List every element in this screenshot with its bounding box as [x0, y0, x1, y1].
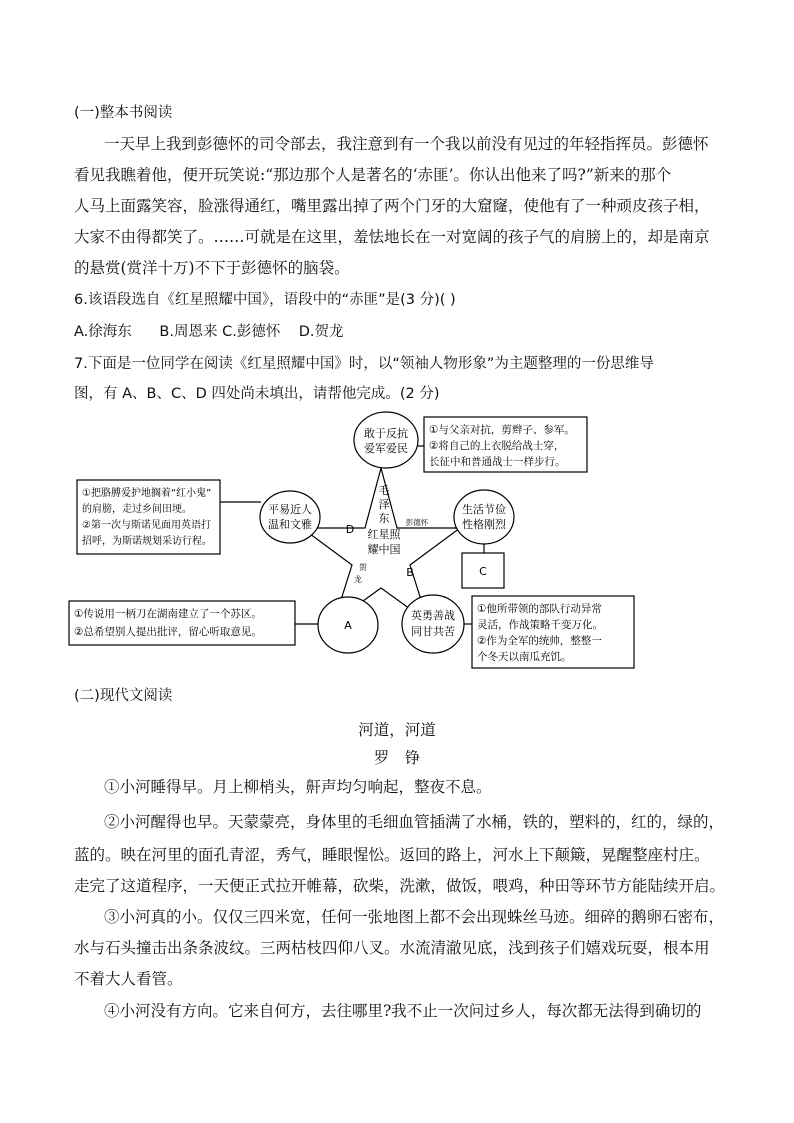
essay-title: 河道，河道: [358, 721, 436, 739]
top-evidence-line-1: ①与父亲对抗，剪辫子、参军。: [429, 424, 575, 436]
bottom-left-evidence-line-1: ①传说用一柄刀在湖南建立了一个苏区。: [74, 608, 262, 620]
left-evidence-line-2: 的肩膀，走过乡间田埂。: [82, 504, 192, 515]
left-evidence-line-4: 招呼，为斯诺规划采访行程。: [82, 536, 212, 547]
center-title-line-2: 耀中国: [367, 543, 401, 556]
right-trait-circle: [454, 490, 514, 544]
bottom-right-evidence-line-1: ①他所带领的部队行动异常: [477, 603, 602, 615]
center-char-2: 泽: [378, 498, 390, 511]
question-7-line-2: 图，有 A、B、C、D 四处尚未填出，请帮他完成。(2 分): [74, 386, 440, 402]
question-6-stem: 6.该语段选自《红星照耀中国》，语段中的“赤匪”是(3 分)( ): [74, 292, 456, 308]
star-label-he-2: 龙: [354, 575, 362, 584]
passage1-line-3: 人马上面露笑容，脸涨得通红，嘴里露出掉了两个门牙的大窟窿，使他有了一种顽皮孩子相，: [74, 197, 710, 215]
essay-line-7: 不着大人看管。: [74, 970, 183, 988]
top-evidence-line-2: ②将自己的上衣脱给战士穿，: [429, 440, 565, 452]
essay-line-4: 走完了这道程序，一天便正式拉开帷幕，砍柴，洗漱，做饭，喂鸡，种田等环节方能陆续开启。: [74, 877, 726, 895]
left-trait-circle: [260, 491, 320, 543]
bottom-right-evidence-line-2: 灵活，作战策略千变万化。: [477, 619, 603, 631]
left-trait-line-2: 温和文雅: [268, 518, 312, 531]
answer-c-label: C: [479, 565, 487, 578]
essay-line-6: 水与石头撞击出条条波纹。三两枯枝四仰八叉。水流清澈见底，浅到孩子们嬉戏玩耍，根本用: [74, 939, 710, 957]
bottom-right-trait-line-2: 同甘共苦: [411, 625, 455, 638]
top-trait-line-2: 爱军爱民: [364, 442, 408, 455]
question-7-line-1: 7.下面是一位同学在阅读《红星照耀中国》时，以“领袖人物形象”为主题整理的一份思维导: [74, 356, 654, 372]
bottom-right-trait-line-1: 英勇善战: [411, 609, 455, 622]
essay-line-5: ③小河真的小。仅仅三四米宽，任何一张地图上都不会出现蛛丝马迹。细碎的鹅卵石密布，: [104, 908, 725, 926]
passage1-line-1: 一天早上我到彭德怀的司令部去，我注意到有一个我以前没有见过的年轻指挥员。彭德怀: [104, 135, 709, 153]
center-char-1: 毛: [378, 484, 390, 497]
mind-map-diagram: [0, 410, 794, 680]
essay-line-2: ②小河醒得也早。天蒙蒙亮，身体里的毛细血管插满了水桶，铁的，塑料的，红的，绿的，: [104, 813, 725, 831]
left-evidence-line-3: ②第一次与斯诺见面用英语打: [82, 520, 211, 531]
top-evidence-line-3: 长征中和普通战士一样步行。: [429, 456, 566, 468]
center-title-line-1: 红星照: [367, 528, 401, 541]
essay-line-3: 蓝的。映在河里的面孔青涩，秀气，睡眼惺忪。返回的路上，河水上下颠簸，晃醒整座村庄。: [74, 846, 710, 864]
passage1-line-2: 看见我瞧着他，便开玩笑说:“那边那个人是著名的‘赤匪’。你认出他来了吗?”新来的那个: [74, 166, 672, 184]
bottom-right-evidence-line-3: ②作为全军的统帅，整整一: [477, 635, 602, 647]
section1-heading: (一)整本书阅读: [74, 105, 173, 121]
left-trait-line-1: 平易近人: [268, 503, 312, 516]
left-evidence-line-1: ①把胳膊爱护地搁着“红小鬼”: [82, 488, 212, 499]
bottom-left-evidence-line-2: ②总希望别人提出批评，留心听取意见。: [74, 626, 262, 638]
top-trait-circle: [354, 412, 418, 468]
right-trait-line-1: 生活节俭: [462, 503, 506, 516]
star-label-peng: 彭德怀: [405, 518, 429, 527]
passage1-line-4: 大家不由得都笑了。……可就是在这里，羞怯地长在一对宽阔的孩子气的肩膀上的，却是南京: [74, 228, 710, 246]
answer-a-label: A: [344, 619, 352, 632]
essay-line-1: ①小河睡得早。月上柳梢头，鼾声均匀响起，整夜不息。: [104, 778, 492, 796]
star-label-b: B: [406, 566, 414, 579]
essay-author: 罗 铮: [373, 749, 421, 767]
question-6-options: A.徐海东 B.周恩来 C.彭德怀 D.贺龙: [74, 324, 344, 340]
star-label-d: D: [345, 523, 355, 536]
center-char-3: 东: [378, 512, 390, 525]
section2-heading: (二)现代文阅读: [74, 688, 173, 704]
passage1-line-5: 的悬赏(赏洋十万)不下于彭德怀的脑袋。: [74, 259, 350, 277]
bottom-right-evidence-line-4: 个冬天以南瓜充饥。: [477, 651, 572, 663]
star-label-he-1: 贺: [359, 563, 367, 572]
bottom-right-trait-circle: [402, 595, 464, 653]
top-trait-line-1: 敢于反抗: [364, 427, 408, 440]
right-trait-line-2: 性格刚烈: [462, 518, 506, 531]
essay-line-8: ④小河没有方向。它来自何方，去往哪里?我不止一次问过乡人，每次都无法得到确切的: [104, 1002, 702, 1020]
